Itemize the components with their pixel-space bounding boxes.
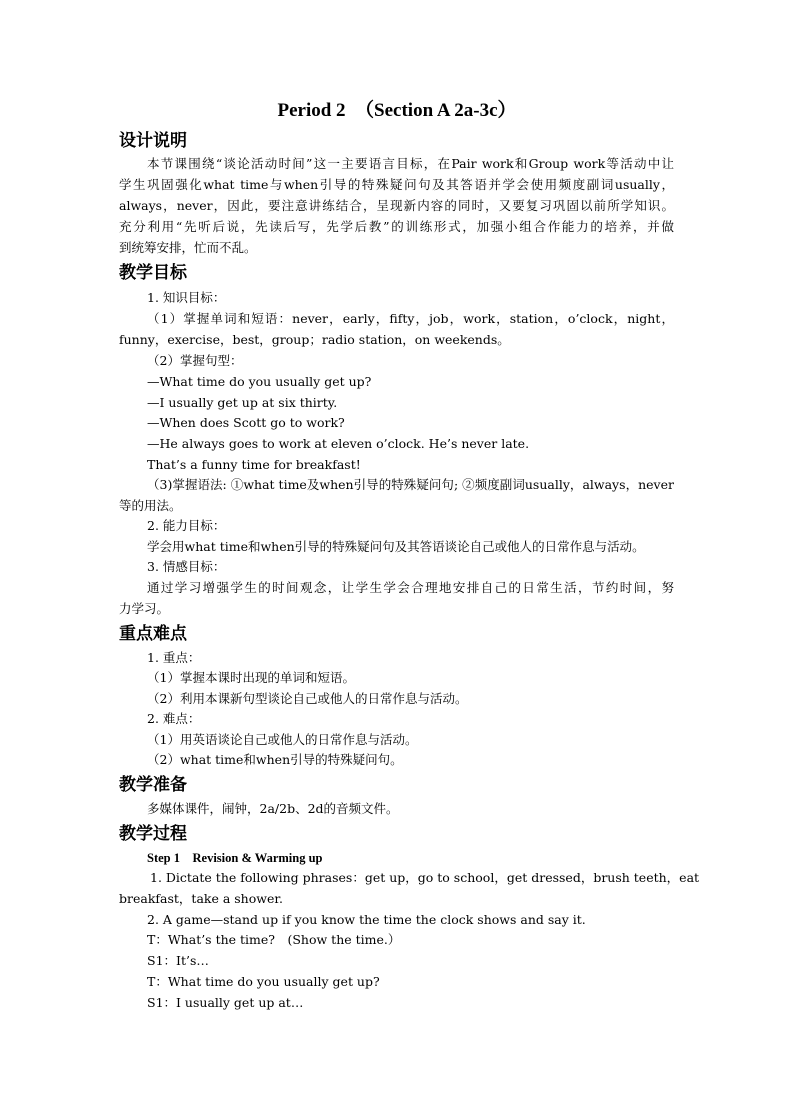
objective-line-13: 学会用what time和when引导的特殊疑问句及其答语谈论自己或他人的日常作息与活动。 (147, 539, 645, 554)
objective-line-1: 1. 知识目标： (147, 290, 226, 305)
keypoint-line-3: （2）利用本课新句型谈论自己或他人的日常作息与活动。 (147, 691, 468, 706)
keypoint-line-4: 2. 难点： (147, 711, 201, 726)
preparation-line-1: 多媒体课件，闹钟，2a/2b、2d的音频文件。 (147, 801, 399, 816)
keypoint-line-5: （1）用英语谈论自己或他人的日常作息与活动。 (147, 732, 418, 747)
process-line-4: T：What’s the time? (Show the time.） (147, 932, 401, 947)
process-line-2: breakfast，take a shower. (119, 891, 283, 906)
objective-line-8: —He always goes to work at eleven o’clock. He’s never late. (147, 436, 530, 451)
step-1-heading: Step 1 Revision & Warming up (147, 851, 323, 865)
objective-line-2: （1）掌握单词和短语：never，early，fifty，job，work，station，o’clock，night， (147, 311, 674, 326)
keypoint-line-2: （1）掌握本课时出现的单词和短语。 (147, 670, 355, 685)
objective-line-6: —I usually get up at six thirty. (147, 395, 338, 410)
keypoint-line-1: 1. 重点： (147, 650, 201, 665)
objective-line-4: （2）掌握句型： (147, 353, 243, 368)
objective-line-5: —What time do you usually get up? (147, 374, 372, 389)
objective-line-9: That’s a funny time for breakfast! (147, 457, 361, 472)
objective-line-11: 等的用法。 (119, 498, 182, 513)
objective-line-7: —When does Scott go to work? (147, 415, 345, 430)
process-line-7: S1：I usually get up at… (147, 995, 304, 1010)
process-line-3: 2. A game—stand up if you know the time the clock shows and say it. (147, 912, 586, 927)
objective-line-3: funny，exercise，best，group；radio station，on weekends。 (119, 332, 510, 347)
objective-line-12: 2. 能力目标： (147, 518, 226, 533)
design-line-1: 本节课围绕“谈论活动时间”这一主要语言目标，在Pair work和Group work等活动中让 (147, 156, 674, 171)
section-heading-design: 设计说明 (119, 131, 187, 151)
process-line-5: S1：It’s… (147, 953, 209, 968)
objective-line-10: （3)掌握语法: ①what time及when引导的特殊疑问句; ②频度副词usually，always，never (147, 477, 674, 492)
section-heading-objectives: 教学目标 (119, 263, 187, 283)
process-line-1: 1. Dictate the following phrases：get up，go to school，get dressed，brush teeth，eat (150, 870, 700, 885)
design-line-3: always，never，因此，要注意讲练结合，呈现新内容的同时，又要复习巩固以前所学知识。 (119, 198, 674, 213)
page-title: Period 2 （Section A 2a-3c） (277, 100, 517, 121)
design-line-4: 充分利用“先听后说，先读后写，先学后教”的训练形式，加强小组合作能力的培养，并做 (119, 219, 674, 234)
design-line-2: 学生巩固强化what time与when引导的特殊疑问句及其答语并学会使用频度副词usually， (119, 177, 674, 192)
section-heading-keypoints: 重点难点 (119, 624, 187, 644)
objective-line-16: 力学习。 (119, 601, 170, 616)
design-line-5: 到统筹安排，忙而不乱。 (119, 240, 257, 255)
section-heading-preparation: 教学准备 (119, 775, 187, 795)
process-line-6: T：What time do you usually get up? (147, 974, 380, 989)
objective-line-14: 3. 情感目标： (147, 559, 226, 574)
section-heading-process: 教学过程 (119, 824, 187, 844)
objective-line-15: 通过学习增强学生的时间观念，让学生学会合理地安排自己的日常生活，节约时间，努 (147, 580, 674, 595)
keypoint-line-6: （2）what time和when引导的特殊疑问句。 (147, 752, 403, 767)
